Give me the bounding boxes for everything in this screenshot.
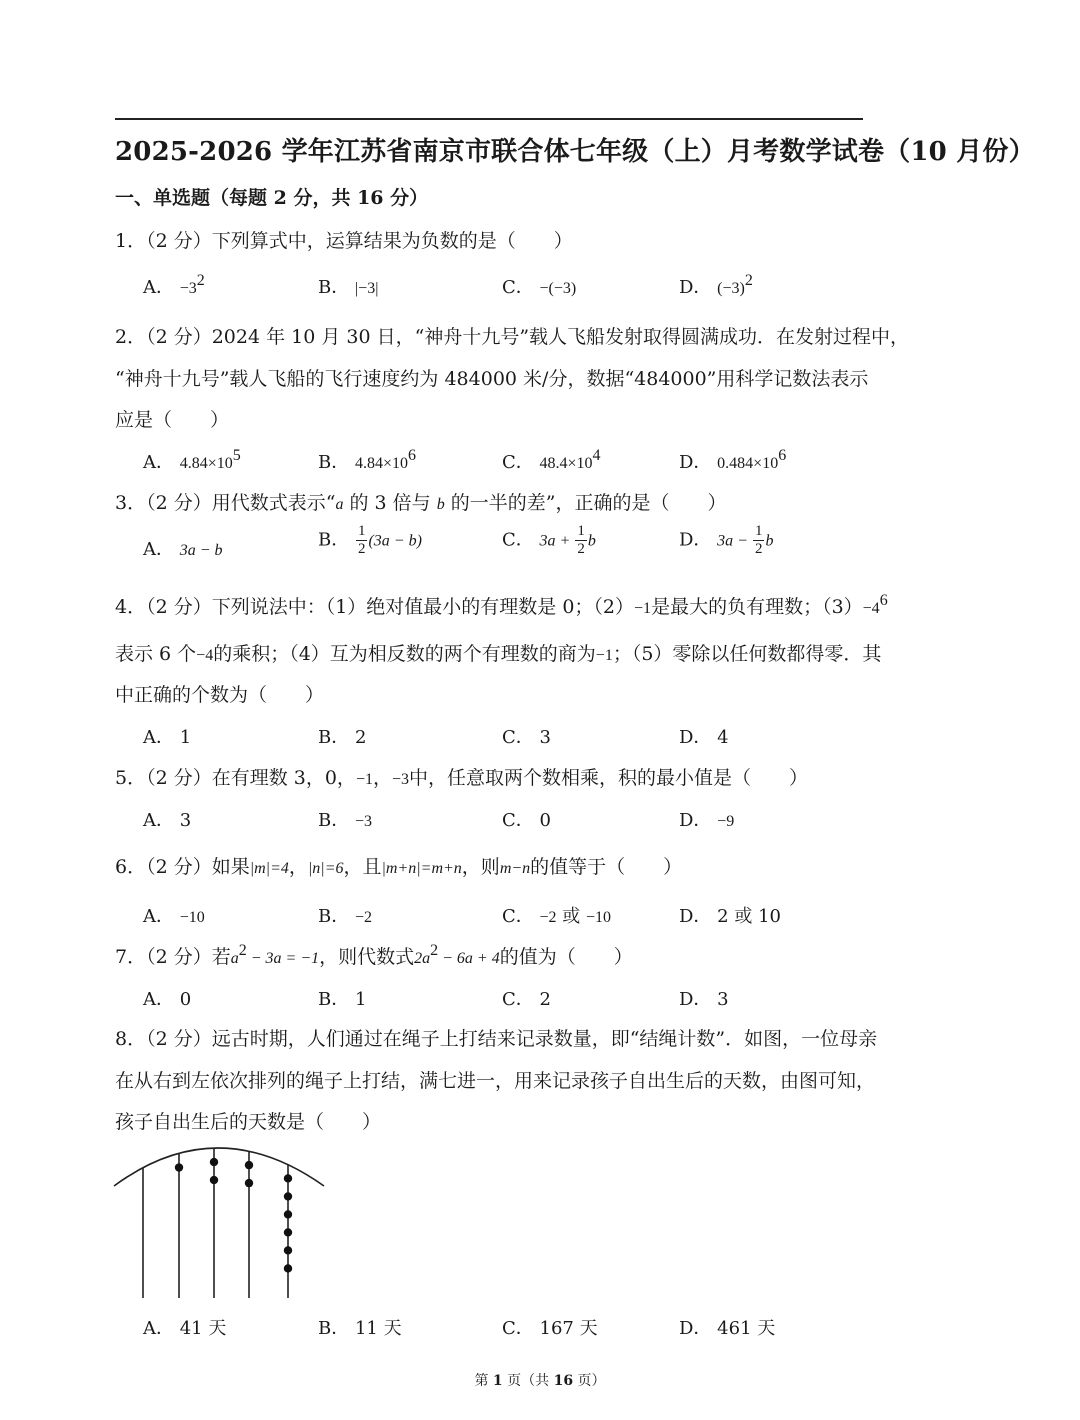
q5-stem: 5．（2 分）在有理数 3，0，−1，−3中，任意取两个数相乘，积的最小值是（ ） — [115, 767, 809, 789]
rope-knot — [284, 1228, 292, 1236]
rope-knot — [210, 1158, 218, 1166]
rope-bar-arc — [114, 1148, 324, 1186]
q4-option-b[interactable]: B． 2 — [318, 727, 367, 748]
q4-stem-line3: 中正确的个数为（ ） — [115, 684, 325, 706]
q7-stem: 7．（2 分）若$a^2 - 3a = -1$，则代数式$2a^2 - 6a + 4$的值为（ ） — [115, 942, 633, 968]
q3-stem: 3．（2 分）用代数式表示“a 的 3 倍与 b 的一半的差”，正确的是（ ） — [115, 492, 727, 514]
q5-option-d[interactable]: D． −9 — [679, 810, 735, 831]
q3-option-b[interactable]: B． $\frac{1}{2}$ (3a − b) — [318, 523, 422, 557]
q4-option-d[interactable]: D． 4 — [679, 727, 729, 748]
q8-option-c[interactable]: C． 167 天 — [502, 1318, 598, 1339]
q7-option-a[interactable]: A． 0 — [143, 989, 192, 1010]
q8-option-b[interactable]: B． 11 天 — [318, 1318, 402, 1339]
rope-knot — [284, 1264, 292, 1272]
rope-knot — [245, 1179, 253, 1187]
q2-option-c[interactable]: C． $48.4\times 10^4$ — [502, 447, 601, 473]
q6-option-c[interactable]: C． −2 或 −10 — [502, 906, 612, 927]
q5-option-a[interactable]: A． 3 — [143, 810, 192, 831]
q2-option-a[interactable]: A． $4.84\times 10^5$ — [143, 447, 241, 473]
q2-stem-line2: “神舟十九号”载人飞船的飞行速度约为 484000 米/分，数据“484000”用科学记数法表示 — [115, 368, 869, 390]
q1-option-c[interactable]: C． −(−3) — [502, 277, 577, 298]
page-footer: 第 1 页（共 16 页） — [474, 1373, 606, 1389]
q3-option-d[interactable]: D． 3a − $\frac{1}{2}$ b — [679, 523, 774, 557]
q6-stem: 6．（2 分）如果|m|=4，|n|=6，且|m+n|=m+n，则m−n的值等于（ ） — [115, 856, 683, 878]
q6-option-a[interactable]: A． −10 — [143, 906, 205, 927]
q1-stem: 1．（2 分）下列算式中，运算结果为负数的是（ ） — [115, 230, 573, 252]
q2-stem-line1: 2．（2 分）2024 年 10 月 30 日，“神舟十九号”载人飞船发射取得圆满成功．在发射过程中， — [115, 326, 910, 348]
header-rule — [115, 118, 863, 120]
rope-knot — [284, 1192, 292, 1200]
section-heading: 一、单选题（每题 2 分，共 16 分） — [115, 187, 429, 209]
rope-knot — [284, 1174, 292, 1182]
exam-title: 2025-2026 学年江苏省南京市联合体七年级（上）月考数学试卷（10 月份） — [115, 137, 1035, 167]
rope-knot — [175, 1163, 183, 1171]
rope-knot — [210, 1176, 218, 1184]
q1-option-a[interactable]: A． $-3^2$ — [143, 272, 205, 298]
q8-option-d[interactable]: D． 461 天 — [679, 1318, 776, 1339]
q5-option-b[interactable]: B． −3 — [318, 810, 372, 831]
q4-stem-line2: 表示 6 个−4的乘积；（4）互为相反数的两个有理数的商为−1；（5）零除以任何数都得零．其 — [115, 643, 882, 665]
q3-option-c[interactable]: C． 3a + $\frac{1}{2}$ b — [502, 523, 596, 557]
q8-stem-line3: 孩子自出生后的天数是（ ） — [115, 1111, 382, 1133]
q5-option-c[interactable]: C． 0 — [502, 810, 551, 831]
q7-option-b[interactable]: B． 1 — [318, 989, 367, 1010]
q2-option-b[interactable]: B． $4.84\times 10^6$ — [318, 447, 416, 473]
q6-option-b[interactable]: B． −2 — [318, 906, 372, 927]
q8-stem-line1: 8．（2 分）远古时期，人们通过在绳子上打结来记录数量，即“结绳计数”．如图，一位母亲 — [115, 1028, 878, 1050]
q3-option-a[interactable]: A． 3a − b — [143, 539, 223, 560]
knot-rope-figure — [112, 1140, 332, 1302]
q4-stem-line1: 4．（2 分）下列说法中：（1）绝对值最小的有理数是 0；（2）−1是最大的负有理数；$(3)-4^6$ — [115, 592, 888, 618]
q2-stem-line3: 应是（ ） — [115, 409, 230, 431]
q7-option-d[interactable]: D． 3 — [679, 989, 729, 1010]
q8-option-a[interactable]: A． 41 天 — [143, 1318, 227, 1339]
rope-knot — [284, 1246, 292, 1254]
q8-stem-line2: 在从右到左依次排列的绳子上打结，满七进一，用来记录孩子自出生后的天数，由图可知， — [115, 1070, 876, 1092]
q1-option-b[interactable]: B． |−3| — [318, 277, 379, 298]
rope-knot — [284, 1210, 292, 1218]
q2-option-d[interactable]: D． $0.484\times 10^6$ — [679, 447, 787, 473]
q6-option-d[interactable]: D． 2 或 10 — [679, 906, 781, 927]
rope-knot — [245, 1161, 253, 1169]
q4-option-c[interactable]: C． 3 — [502, 727, 551, 748]
q7-option-c[interactable]: C． 2 — [502, 989, 551, 1010]
q1-option-d[interactable]: D． $(-3)^2$ — [679, 272, 753, 298]
q4-option-a[interactable]: A． 1 — [143, 727, 192, 748]
